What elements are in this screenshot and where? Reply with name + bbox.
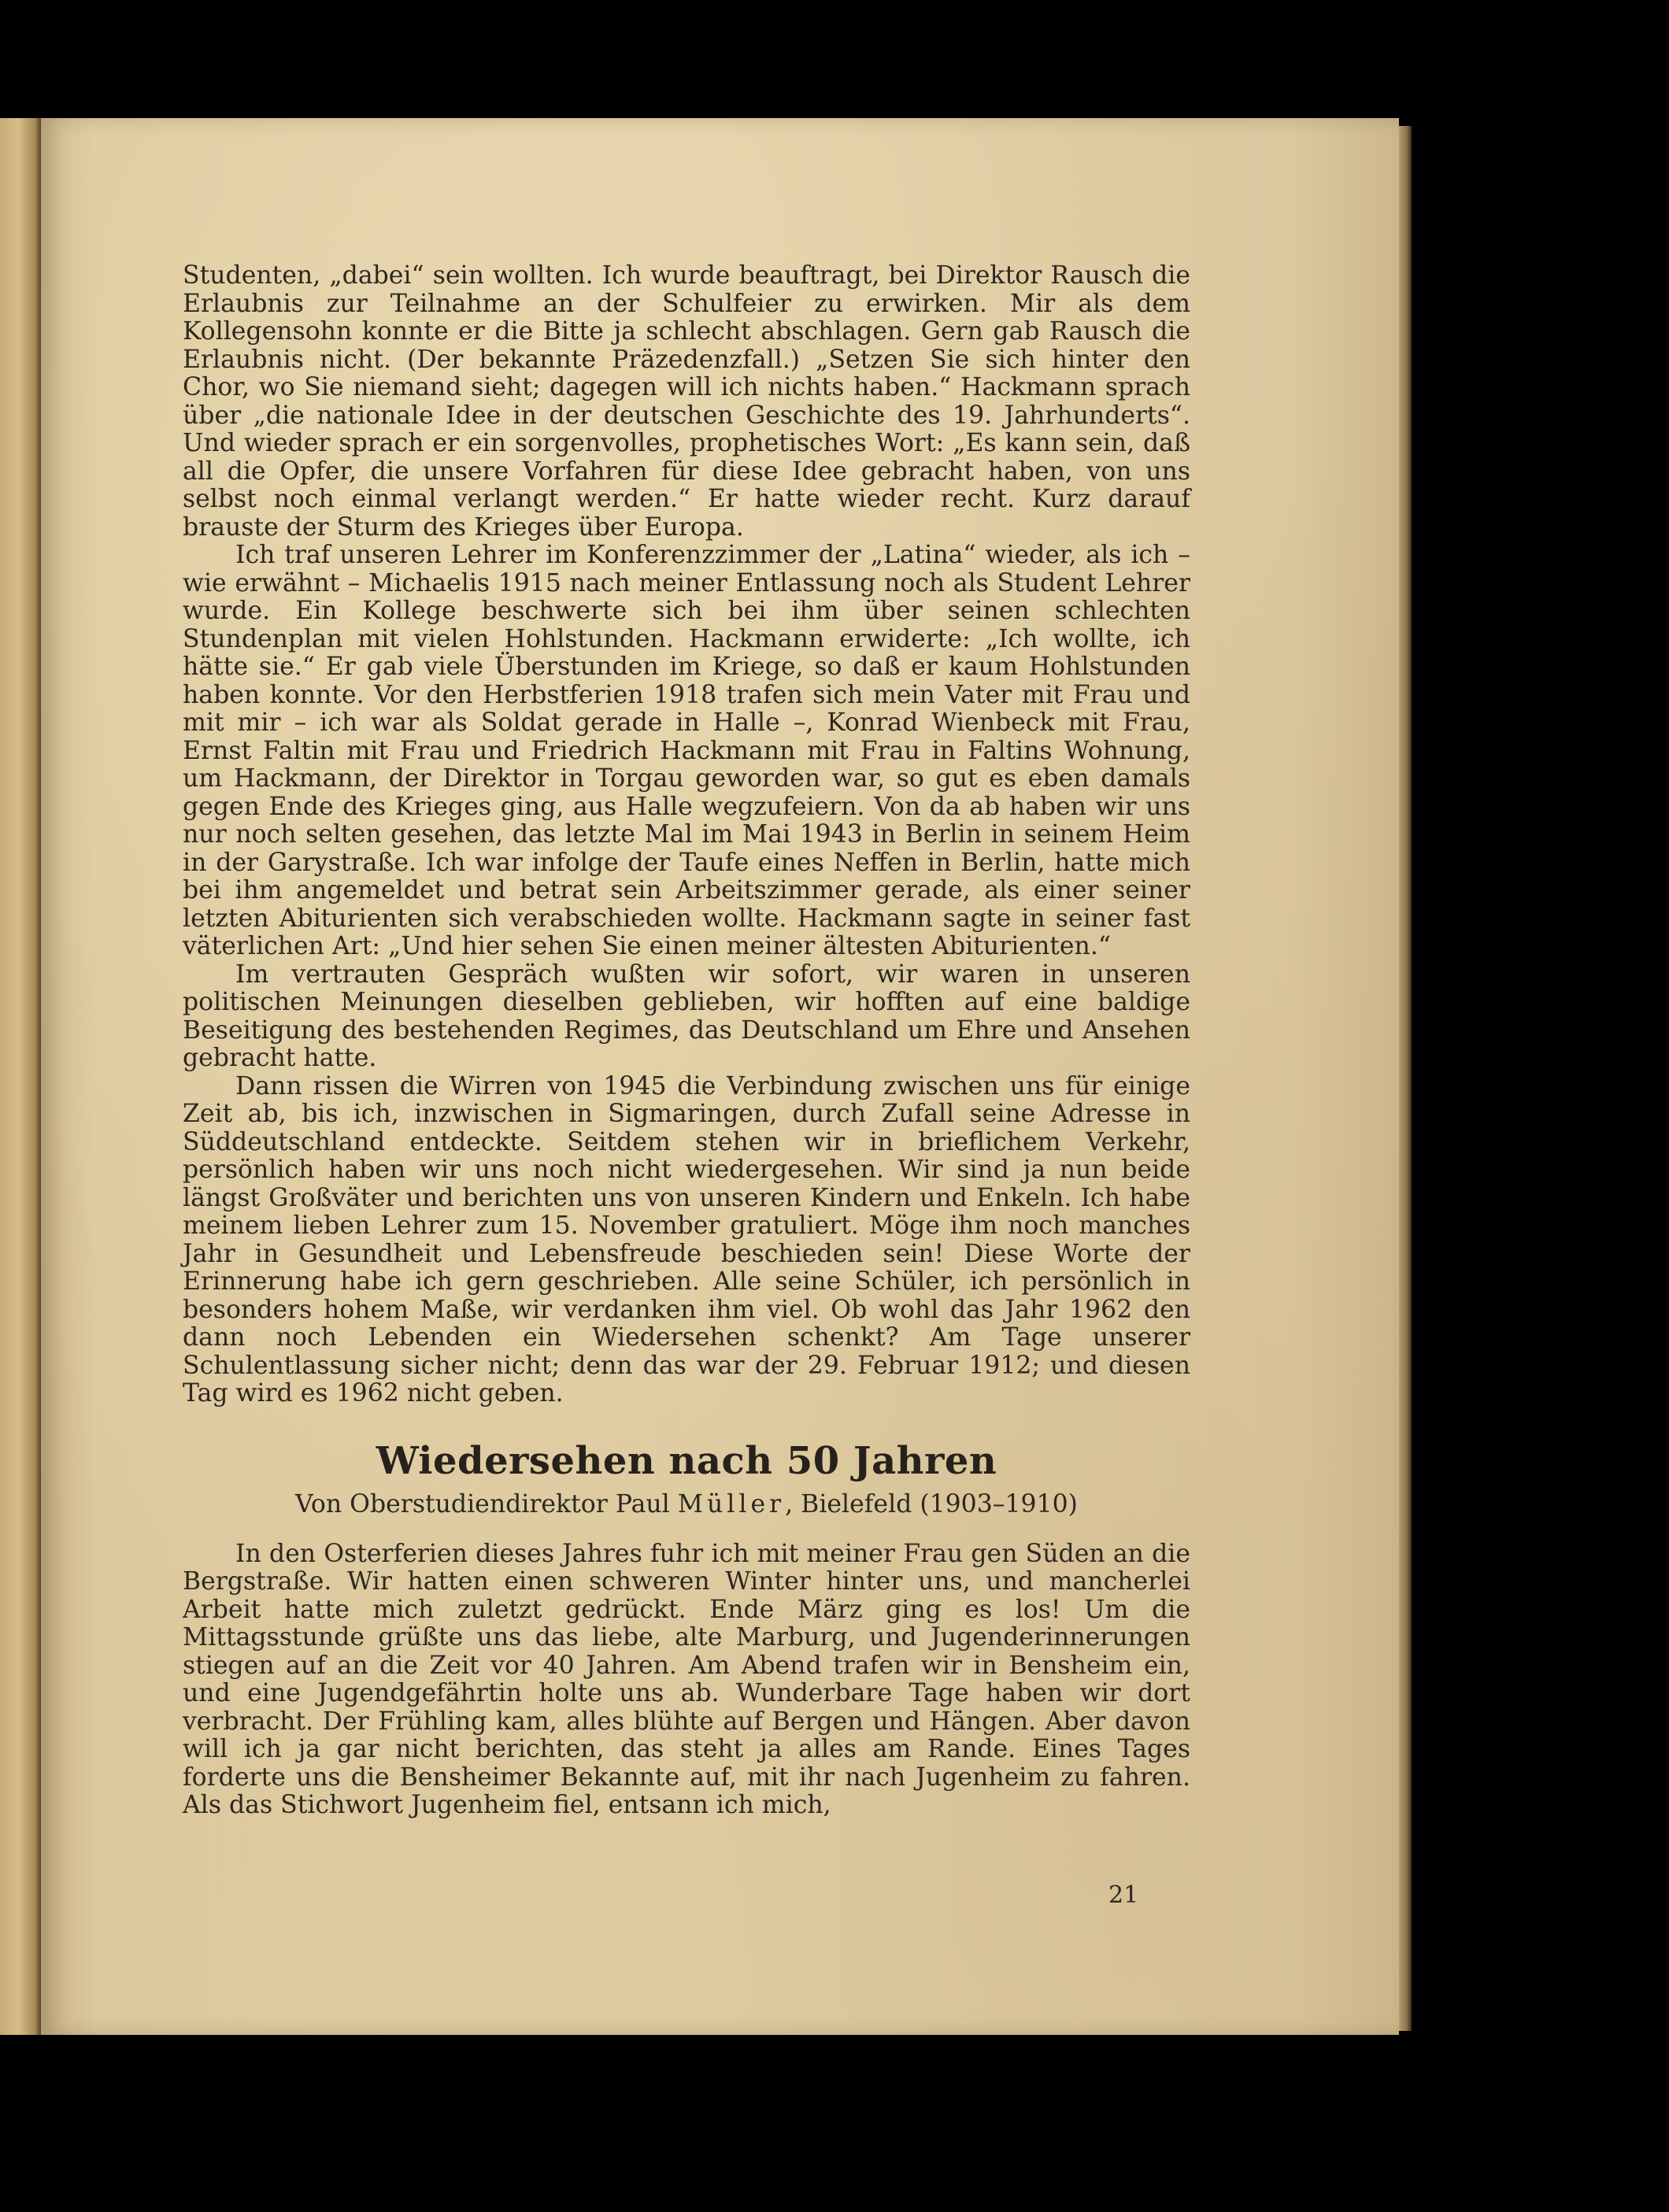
paragraph-3: Im vertrauten Gespräch wußten wir sofort, wir waren in unseren politischen Meinungen dieselben geblieben, wir hofften auf eine baldige Beseitigung des bestehenden Regimes, das Deutschland um Ehre und Ansehen gebracht hatte. bbox=[183, 960, 1190, 1072]
paragraph-2: Ich traf unseren Lehrer im Konferenzzimmer der „Latina“ wieder, als ich – wie erwähnt – Michaelis 1915 nach meiner Entlassung noch als Student Lehrer wurde. Ein Kollege beschwerte sich bei ihm über seinen schlechten Stundenplan mit vielen Hohlstunden. Hackmann erwiderte: „Ich wollte, ich hätte sie.“ Er gab viele Überstunden im Kriege, so daß er kaum Hohlstunden haben konnte. Vor den Herbstferien 1918 trafen sich mein Vater mit Frau und mit mir – ich war als Soldat gerade in Halle –, Konrad Wienbeck mit Frau, Ernst Faltin mit Frau und Friedrich Hackmann mit Frau in Faltins Wohnung, um Hackmann, der Direktor in Torgau geworden war, so gut es eben damals gegen Ende des Krieges ging, aus Halle wegzufeiern. Von da ab haben wir uns nur noch selten gesehen, das letzte Mal im Mai 1943 in Berlin in seinem Heim in der Garystraße. Ich war infolge der Taufe eines Neffen in Berlin, hatte mich bei ihm angemeldet und betrat sein Arbeitszimmer gerade, als einer seiner letzten Abiturienten sich verabschieden wollte. Hackmann sagte in seiner fast väterlichen Art: „Und hier sehen Sie einen meiner ältesten Abiturienten.“ bbox=[183, 541, 1190, 960]
byline bbox=[183, 1489, 1190, 1520]
page-number: 21 bbox=[1108, 1881, 1139, 1909]
page-edge-shadow bbox=[1399, 126, 1412, 2031]
byline-author-name: Müller bbox=[677, 1489, 786, 1518]
byline-prefix: Von Oberstudiendirektor Paul bbox=[295, 1489, 670, 1518]
paragraph-4: Dann rissen die Wirren von 1945 die Verbindung zwischen uns für einige Zeit ab, bis ich, inzwischen in Sigmaringen, durch Zufall seine Adresse in Süddeutschland entdeckte. Seitdem stehen wir in brieflichem Verkehr, persönlich haben wir uns noch nicht wiedergesehen. Wir sind ja nun beide längst Großväter und berichten uns von unseren Kindern und Enkeln. Ich habe meinem lieben Lehrer zum 15. November gratuliert. Möge ihm noch manches Jahr in Gesundheit und Lebensfreude beschieden sein! Diese Worte der Erinnerung habe ich gern geschrieben. Alle seine Schüler, ich persönlich in besonders hohem Maße, wir verdanken ihm viel. Ob wohl das Jahr 1962 den dann noch Lebenden ein Wiedersehen schenkt? Am Tage unserer Schulentlassung sicher nicht; denn das war der 29. Februar 1912; und diesen Tag wird es 1962 nicht geben. bbox=[183, 1071, 1190, 1407]
article-heading: Wiedersehen nach 50 Jahren bbox=[376, 1438, 997, 1483]
byline-suffix: , Bielefeld (1903–1910) bbox=[785, 1489, 1078, 1518]
paragraph-1: Studenten, „dabei“ sein wollten. Ich wurde beauftragt, bei Direktor Rausch die Erlaubnis zur Teilnahme an der Schulfeier zu erwirken. Mir als dem Kollegensohn konnte er die Bitte ja schlecht abschlagen. Gern gab Rausch die Erlaubnis nicht. (Der bekannte Präzedenzfall.) „Setzen Sie sich hinter den Chor, wo Sie niemand sieht; dagegen will ich nichts haben.“ Hackmann sprach über „die nationale Idee in der deutschen Geschichte des 19. Jahrhunderts“. Und wieder sprach er ein sorgenvolles, prophetisches Wort: „Es kann sein, daß all die Opfer, die unsere Vorfahren für diese Idee gebracht haben, von uns selbst noch einmal verlangt werden.“ Er hatte wieder recht. Kurz darauf brauste der Sturm des Krieges über Europa. bbox=[183, 261, 1190, 542]
left-page-edge bbox=[0, 118, 41, 2035]
paragraph-5: In den Osterferien dieses Jahres fuhr ich mit meiner Frau gen Süden an die Bergstraße. Wir hatten einen schweren Winter hinter uns, und mancherlei Arbeit hatte mich zuletzt gedrückt. Ende März ging es los! Um die Mittagsstunde grüßte uns das liebe, alte Marburg, und Jugenderinnerungen stiegen auf an die Zeit vor 40 Jahren. Am Abend trafen wir in Bensheim ein, und eine Jugendgefährtin holte uns ab. Wunderbare Tage haben wir dort verbracht. Der Frühling kam, alles blühte auf Bergen und Hängen. Aber davon will ich ja gar nicht berichten, das steht ja alles am Rande. Eines Tages forderte uns die Bensheimer Bekannte auf, mit ihr nach Jugenheim zu fahren. Als das Stichwort Jugenheim fiel, entsann ich mich, bbox=[183, 1539, 1190, 1819]
page-text bbox=[183, 262, 1190, 1820]
